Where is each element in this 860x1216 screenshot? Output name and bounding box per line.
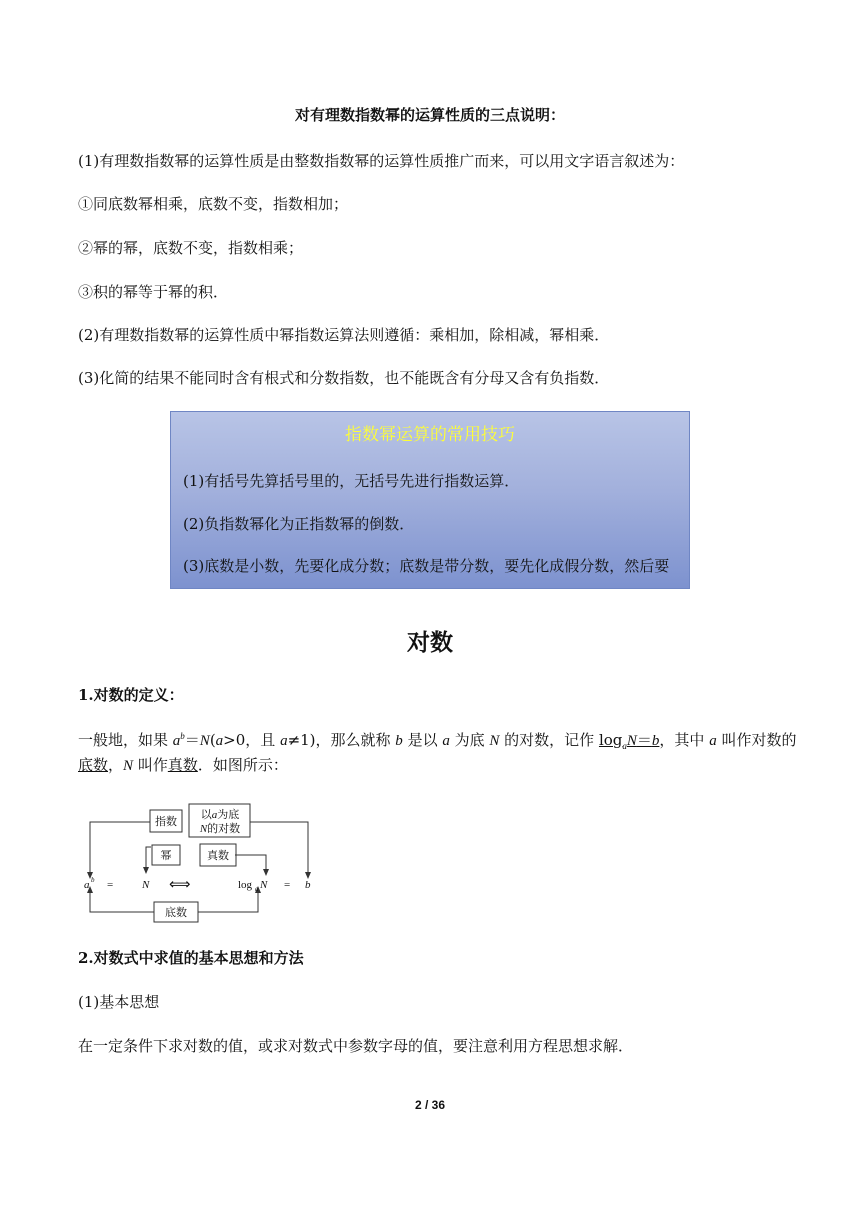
- intro-paragraph-2: (2)有理数指数幂的运算性质中幂指数运算法则遵循：乘相加，除相减，幂相乘．: [78, 326, 610, 344]
- diagram-N: N: [142, 879, 150, 891]
- diagram-label-real: 真数: [207, 850, 229, 862]
- tip-item-3: (3)底数是小数，先要化成分数；底数是带分数，要先化成假分数，然后要: [183, 557, 670, 575]
- intro-item-1: ①同底数幂相乘，底数不变，指数相加；: [78, 195, 349, 213]
- intro-item-2: ②幂的幂，底数不变，指数相乘；: [78, 239, 304, 257]
- diagram-a: a: [84, 879, 90, 891]
- definition-line-1: 一般地，如果 $a^b=N(a>0$，且 a≠1)，那么就称 b 是以 a 为底 N 的对数，记作 $\log_aN=b$，其中 a 叫作对数的: [78, 731, 797, 751]
- diagram-label-power: 幂: [160, 850, 172, 862]
- log-definition-diagram: [70, 798, 330, 932]
- diagram-label-log-line1: 以a为底: [200, 809, 240, 821]
- definition-line-2: 底数，N 叫作真数．如图所示：: [78, 756, 288, 774]
- intro-item-3: ③积的幂等于幂的积．: [78, 283, 229, 301]
- intro-paragraph-3: (3)化简的结果不能同时含有根式和分数指数，也不能既含有分母又含有负指数．: [78, 369, 610, 387]
- diagram-b-sup: b: [91, 876, 95, 884]
- diagram-label-exponent: 指数: [155, 816, 177, 828]
- tip-item-1: (1)有括号先算括号里的，无括号先进行指数运算．: [183, 472, 520, 490]
- method-heading: 2.对数式中求值的基本思想和方法: [78, 949, 304, 967]
- diagram-eq-2: =: [284, 879, 291, 891]
- intro-title: 对有理数指数幂的运算性质的三点说明：: [294, 106, 565, 124]
- arrow-head-right: [305, 872, 311, 879]
- definition-heading: 1.对数的定义：: [78, 686, 184, 704]
- arrow-head-real: [263, 869, 269, 876]
- diagram-label-base: 底数: [165, 907, 187, 919]
- section-title: 对数: [407, 630, 453, 656]
- tips-box: [170, 411, 690, 589]
- tips-title: 指数幂运算的常用技巧: [345, 425, 515, 445]
- basic-idea-heading: (1)基本思想: [78, 993, 160, 1011]
- intro-paragraph-1: (1)有理数指数幂的运算性质是由整数指数幂的运算性质推广而来，可以用文字语言叙述为：: [78, 152, 685, 170]
- diagram-label-log-line2: N的对数: [199, 823, 241, 835]
- page-number: 2 / 36: [414, 1098, 446, 1112]
- diagram-b: b: [305, 879, 311, 891]
- diagram-eq-1: =: [107, 879, 114, 891]
- tip-item-2: (2)负指数幂化为正指数幂的倒数．: [183, 515, 415, 533]
- diagram-log: log: [238, 879, 253, 891]
- diagram-log-sub: a: [255, 885, 259, 893]
- arrow-head-power: [143, 867, 149, 874]
- basic-idea-text: 在一定条件下求对数的值，或求对数式中参数字母的值，要注意利用方程思想求解．: [78, 1037, 634, 1055]
- diagram-iff: ⟺: [169, 877, 191, 893]
- diagram-logN: N: [260, 879, 268, 891]
